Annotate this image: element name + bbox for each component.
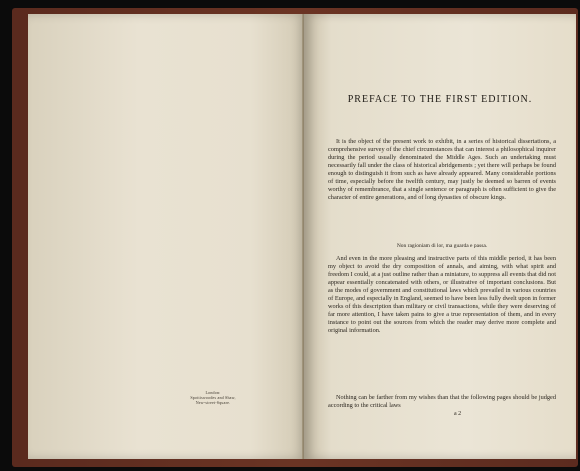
paragraph: It is the object of the present work to exhibit, in a series of historical dissertations, a comprehensive survey of the chief circumstances that can interest a philosophical inquirer during the period usually denominated the Middle Ages. Such an undertaking must necessarily fall under the class of historical abridgements ; yet there will perhaps be found enough to distinguish it from such as have already appeared. Many considerable portions of time, especially before the twelfth century, may justly be deemed so barren of events worthy of remembrance, that a single sentence or paragraph is often sufficient to give the character of entire generations, and of long dynasties of obscure kings. [328, 138, 556, 201]
imprint-line: London: [205, 390, 221, 395]
paragraph: Nothing can be farther from my wishes than that the following pages should be judged according to the critical laws [328, 394, 556, 409]
left-page [28, 14, 306, 459]
preface-title: PREFACE TO THE FIRST EDITION. [347, 94, 533, 105]
signature-mark: a 2 [454, 411, 462, 417]
italian-quote: Non ragioniam di lor, ma guarda e passa. [396, 243, 488, 249]
paragraph: And even in the more pleasing and instructive parts of this middle period, it has been my object to avoid the dry composition of annals, and aiming, with what spirit and freedom I could, at a just outline rather than a miniature, to suppress all events that did not appear essentially concatenated with others, or illustrative of important conclusions. But as the modes of government and constitutional laws which prevailed in various countries of Europe, and especially in England, seemed to have been less fully dwelt upon in former works of this description than military or civil transactions, while they were deserving of far more attention, I have taken pains to give a true representation of them, and in every instance to point out the sources from which the reader may derive more complete and original information. [328, 255, 556, 334]
open-book [12, 8, 578, 467]
imprint-line: Spottiswoodes and Shaw, [190, 395, 236, 400]
printer-imprint [178, 390, 248, 405]
right-page [304, 14, 576, 459]
imprint-line: New-street-Square. [195, 400, 231, 405]
